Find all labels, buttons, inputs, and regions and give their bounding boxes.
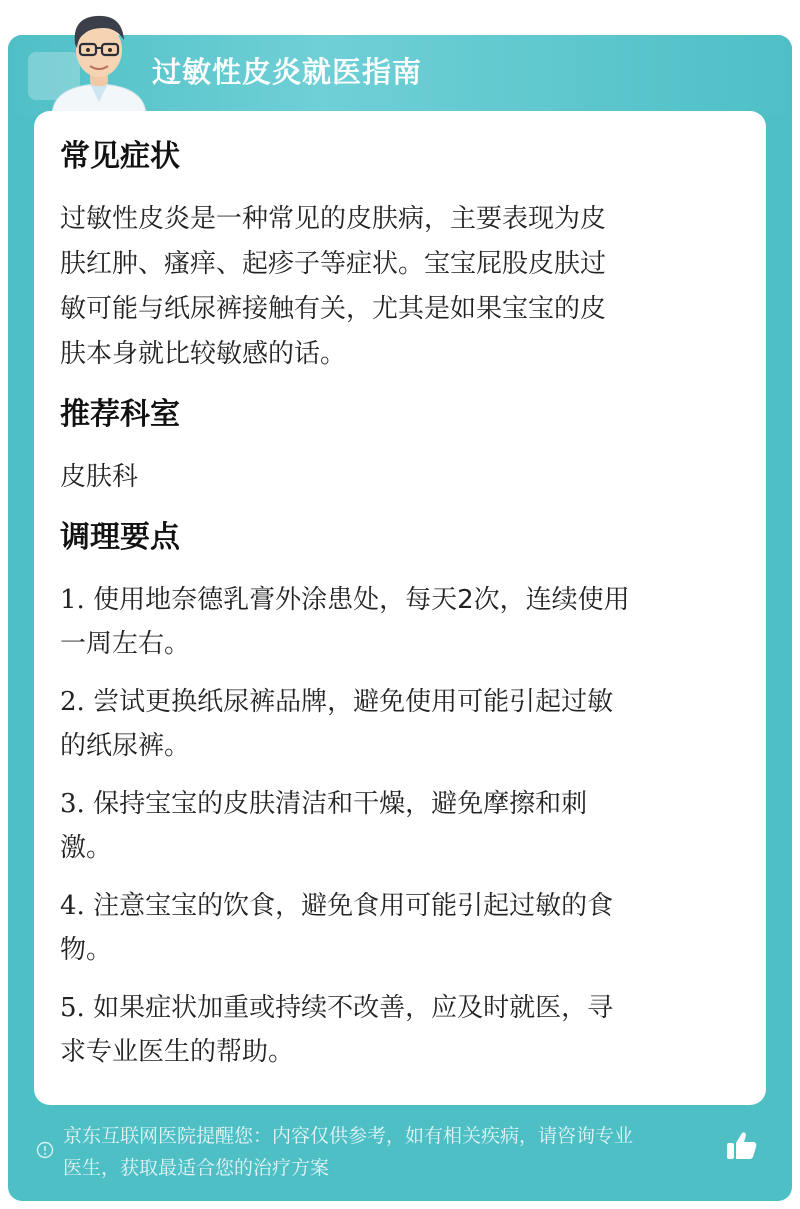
section-heading-care: 调理要点 — [60, 520, 180, 555]
doctor-avatar — [44, 6, 154, 114]
care-item-number: 1. — [60, 585, 85, 615]
care-item — [60, 986, 740, 1074]
care-item-number: 3. — [60, 789, 85, 819]
department-text: 皮肤科 — [60, 462, 139, 492]
thumbs-up-icon[interactable] — [724, 1128, 760, 1164]
care-list — [60, 578, 740, 1074]
care-item-text: 如果症状加重或持续不改善，应及时就医，寻 — [93, 993, 614, 1023]
symptoms-line: 敏可能与纸尿裤接触有关，尤其是如果宝宝的皮 — [60, 294, 607, 324]
care-item-text: 使用地奈德乳膏外涂患处，每天2次，连续使用 — [93, 585, 630, 615]
care-item — [60, 680, 740, 768]
care-item-text: 求专业医生的帮助。 — [60, 1037, 295, 1067]
care-item-text: 物。 — [60, 935, 113, 965]
care-item — [60, 782, 740, 870]
symptoms-line: 肤本身就比较敏感的话。 — [60, 339, 347, 369]
disclaimer — [63, 1120, 728, 1184]
care-item-text: 尝试更换纸尿裤品牌，避免使用可能引起过敏 — [93, 687, 614, 717]
card-content — [60, 131, 740, 1074]
content-card — [34, 111, 766, 1105]
symptoms-line: 肤红肿、瘙痒、起疹子等症状。宝宝屁股皮肤过 — [60, 249, 607, 279]
symptoms-line: 过敏性皮炎是一种常见的皮肤病，主要表现为皮 — [60, 204, 607, 234]
care-item-number: 2. — [60, 687, 85, 717]
section-heading-symptoms: 常见症状 — [60, 139, 180, 174]
care-item-number: 5. — [60, 993, 85, 1023]
info-icon — [36, 1141, 54, 1159]
care-item — [60, 884, 740, 972]
care-item-text: 激。 — [60, 833, 113, 863]
symptoms-text — [60, 197, 740, 377]
page-title: 过敏性皮炎就医指南 — [152, 55, 423, 89]
care-item-text: 保持宝宝的皮肤清洁和干燥，避免摩擦和刺 — [93, 789, 588, 819]
disclaimer-line: 京东互联网医院提醒您：内容仅供参考，如有相关疾病，请咨询专业 — [63, 1125, 634, 1147]
disclaimer-line: 医生，获取最适合您的治疗方案 — [63, 1157, 330, 1179]
section-heading-department: 推荐科室 — [60, 397, 180, 432]
care-item-text: 注意宝宝的饮食，避免食用可能引起过敏的食 — [93, 891, 614, 921]
care-item — [60, 578, 740, 666]
care-item-text: 的纸尿裤。 — [60, 731, 191, 761]
care-item-number: 4. — [60, 891, 85, 921]
care-item-text: 一周左右。 — [60, 629, 191, 659]
